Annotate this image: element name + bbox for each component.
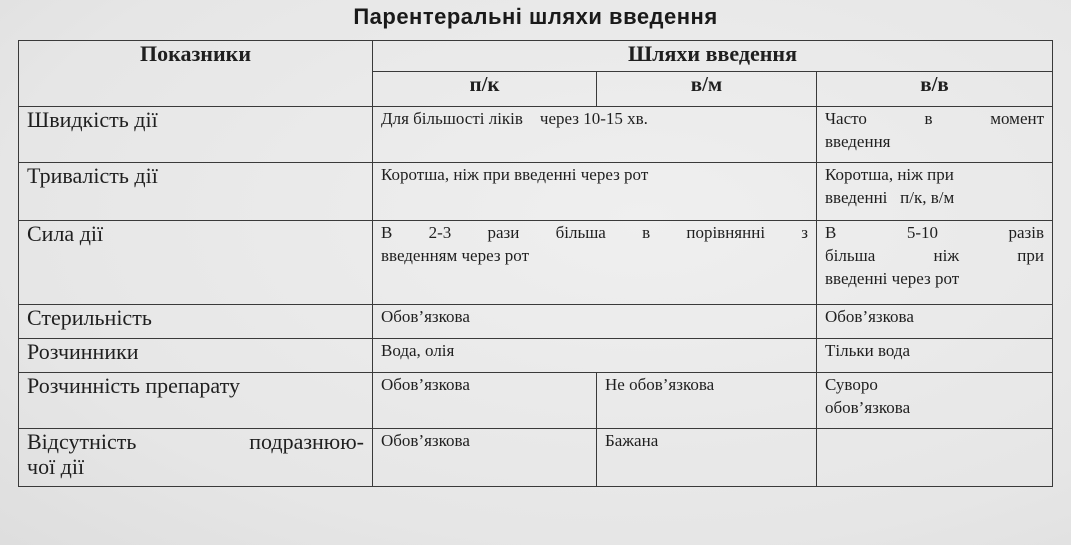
row-indicator: Сила дії: [19, 221, 373, 305]
sc-im-line: введенням через рот: [381, 246, 530, 265]
iv-line: Часто в момент: [825, 109, 1045, 128]
iv-line: Коротша, ніж при: [825, 165, 954, 184]
row-sc-im-value: [373, 221, 817, 305]
header-row-1: [19, 41, 1053, 72]
row-sc-value: Обов’язкова: [373, 429, 597, 487]
iv-line: В 5-10 разів: [825, 223, 1045, 242]
table-row: [19, 373, 1053, 429]
header-im: в/м: [597, 72, 817, 107]
row-iv-value: [817, 429, 1053, 487]
row-iv-value: Тільки вода: [817, 339, 1053, 373]
row-sc-im-value: Обов’язкова: [373, 305, 817, 339]
routes-table: [18, 40, 1053, 487]
row-sc-value: Обов’язкова: [373, 373, 597, 429]
row-indicator: Стерильність: [19, 305, 373, 339]
row-iv-value: Обов’язкова: [817, 305, 1053, 339]
row-indicator: Розчинність препарату: [19, 373, 373, 429]
iv-line: більша ніж при: [825, 246, 1045, 265]
indicator-line: чої дії: [27, 454, 85, 479]
row-iv-value: [817, 107, 1053, 163]
row-iv-value: [817, 373, 1053, 429]
row-iv-value: [817, 221, 1053, 305]
header-indicators: Показники: [19, 41, 373, 107]
page-title: Парентеральні шляхи введення: [353, 4, 718, 29]
row-indicator: Розчинники: [19, 339, 373, 373]
row-sc-im-value: Коротша, ніж при введенні через рот: [373, 163, 817, 221]
table-row: [19, 221, 1053, 305]
row-im-value: Бажана: [597, 429, 817, 487]
iv-line: введенні через рот: [825, 269, 960, 288]
sc-im-line: В 2-3 рази більша в порівнянні з: [381, 223, 808, 242]
row-indicator: Швидкість дії: [19, 107, 373, 163]
table-row: [19, 339, 1053, 373]
iv-line: обов’язкова: [825, 398, 911, 417]
table-row: [19, 163, 1053, 221]
table-row: [19, 107, 1053, 163]
header-sc: п/к: [373, 72, 597, 107]
table-row: [19, 429, 1053, 487]
iv-line: введенні п/к, в/м: [825, 188, 955, 207]
row-indicator: [19, 429, 373, 487]
row-sc-im-value: Для більшості ліків через 10-15 хв.: [373, 107, 817, 163]
row-im-value: Не обов’язкова: [597, 373, 817, 429]
header-iv: в/в: [817, 72, 1053, 107]
iv-line: Суворо: [825, 375, 878, 394]
row-iv-value: [817, 163, 1053, 221]
iv-line: введення: [825, 132, 891, 151]
header-routes: Шляхи введення: [373, 41, 1053, 72]
row-indicator: Тривалість дії: [19, 163, 373, 221]
row-sc-im-value: Вода, олія: [373, 339, 817, 373]
indicator-line: Відсутність подразнюю-: [27, 429, 364, 454]
table-row: [19, 305, 1053, 339]
